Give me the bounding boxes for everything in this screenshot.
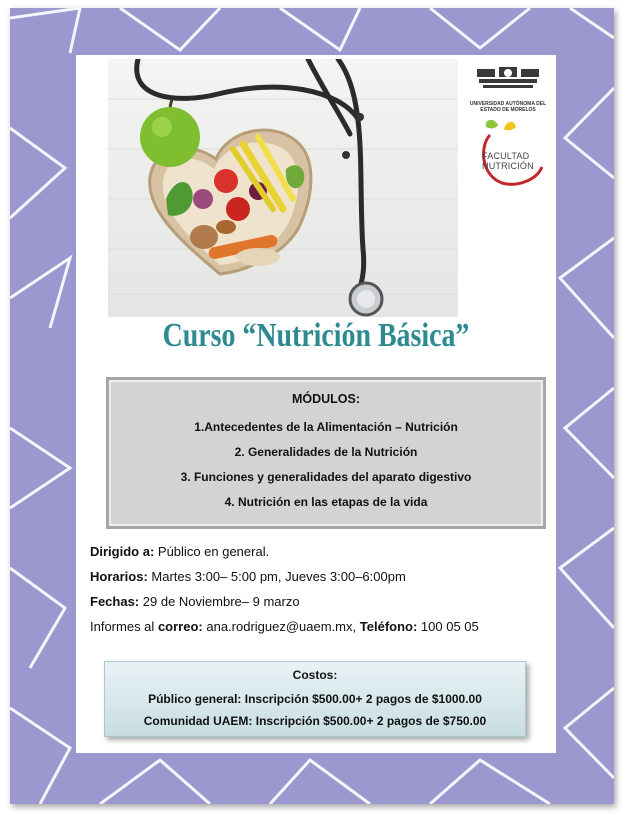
modules-heading: MÓDULOS: xyxy=(291,392,361,406)
faculty-logo xyxy=(476,115,556,187)
module-item-2: 2. Generalidades de la Nutrición xyxy=(234,445,418,459)
module-item-4: 4. Nutrición en las etapas de la vida xyxy=(224,495,428,509)
food-heart-photo xyxy=(108,59,458,317)
cost-general: Público general: Inscripción $500.00+ 2 pagos de $1000.00 xyxy=(148,692,482,706)
module-item-3: 3. Funciones y generalidades del aparato digestivo xyxy=(180,470,472,484)
phone-value: 100 05 05 xyxy=(420,619,479,634)
cost-community: Comunidad UAEM: Inscripción $500.00+ 2 pagos de $750.00 xyxy=(143,714,487,728)
contact-line xyxy=(90,619,556,634)
white-sheet xyxy=(76,55,556,753)
schedule-line xyxy=(90,569,556,584)
audience-line xyxy=(90,544,556,559)
costs-box xyxy=(104,661,526,737)
schedule-value: Martes 3:00– 5:00 pm, Jueves 3:00–6:00pm xyxy=(151,569,406,584)
audience-label: Dirigido a: xyxy=(90,544,155,559)
faculty-name: FACULTAD NUTRICIÓN xyxy=(482,151,534,171)
university-name: UNIVERSIDAD AUTÓNOMA DEL ESTADO DE MORELOS xyxy=(469,101,547,113)
costs-heading: Costos: xyxy=(292,668,338,682)
audience-value: Público en general. xyxy=(157,544,270,559)
dates-line xyxy=(90,594,556,609)
email-value[interactable]: ana.rodriguez@uaem.mx, xyxy=(206,619,357,634)
course-title: Curso “Nutrición Básica” xyxy=(162,317,470,354)
uaem-crest-icon xyxy=(461,61,555,99)
email-label: correo: xyxy=(157,619,203,634)
schedule-label: Horarios: xyxy=(90,569,148,584)
module-item-1: 1.Antecedentes de la Alimentación – Nutrición xyxy=(194,420,458,434)
modules-box xyxy=(106,377,546,529)
university-logo xyxy=(461,61,555,123)
dates-value: 29 de Noviembre– 9 marzo xyxy=(142,594,300,609)
contact-prefix: Informes al xyxy=(90,619,155,634)
dates-label: Fechas: xyxy=(90,594,140,609)
phone-label: Teléfono: xyxy=(359,619,418,634)
